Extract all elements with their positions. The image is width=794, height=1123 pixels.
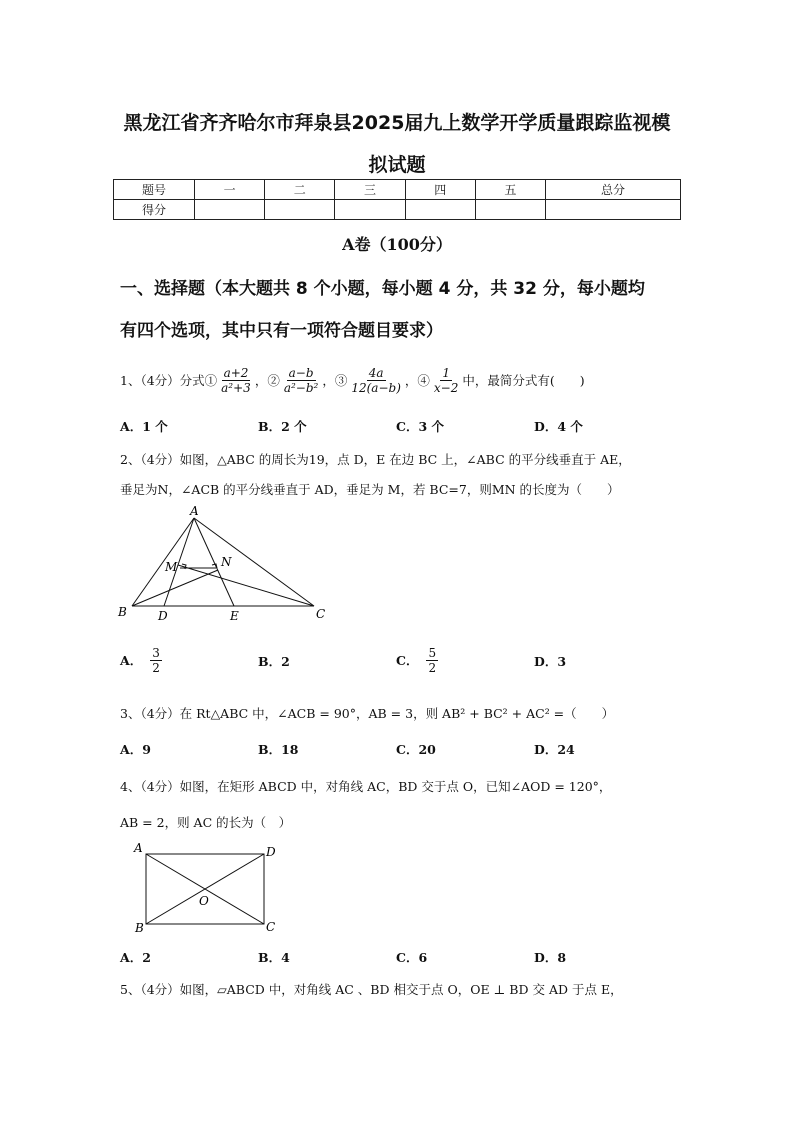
score-table-score-row: [114, 200, 681, 220]
score-header-cell: 三: [335, 180, 405, 200]
q2-label-d: D: [158, 609, 168, 623]
q2-option-c-fraction: [426, 646, 438, 675]
score-cell[interactable]: [335, 200, 405, 220]
score-cell[interactable]: [265, 200, 335, 220]
q4-label-a: A: [134, 841, 143, 855]
q1-fraction-3: [349, 366, 403, 395]
q1-sep3: ，③: [322, 373, 348, 388]
q1-sep4: ，④: [404, 373, 430, 388]
score-header-cell: 一: [195, 180, 265, 200]
q1-sep2: ，②: [254, 373, 280, 388]
q2-option-c-num: 5: [428, 645, 437, 660]
score-header-cell: 四: [405, 180, 475, 200]
q1-f4-num: 1: [442, 365, 450, 380]
q1-option-d[interactable]: D．4 个: [534, 419, 583, 434]
q2-option-c-label: C．: [396, 653, 419, 668]
q2-option-a-label: A．: [120, 653, 143, 668]
q1-f1-den: a²+3: [221, 380, 251, 395]
q1-suffix: 中，最简分式有( ): [462, 373, 585, 388]
score-header-cell: 五: [475, 180, 545, 200]
q2-stem-line2: 垂足为N，∠ACB 的平分线垂直于 AD，垂足为 M，若 BC=7，则MN 的长度为（ ）: [120, 482, 620, 497]
q1-f2-den: a²−b²: [283, 380, 319, 395]
q2-option-a-num: 3: [152, 645, 160, 660]
score-cell[interactable]: [405, 200, 475, 220]
q4-option-a[interactable]: A．2: [120, 950, 151, 965]
q3-option-b[interactable]: B．18: [258, 742, 299, 757]
q2-label-n: N: [221, 555, 232, 569]
score-table: [113, 179, 681, 220]
score-cell[interactable]: [546, 200, 681, 220]
q4-option-b[interactable]: B．4: [258, 950, 290, 965]
q1-f1-num: a+2: [223, 365, 249, 380]
q5-stem-line1: 5、（4分）如图，▱ABCD 中，对角线 AC 、BD 相交于点 O，OE ⊥ BD 交 AD 于点 E，: [120, 982, 623, 997]
score-cell[interactable]: [195, 200, 265, 220]
q2-triangle-diagram: [112, 502, 342, 627]
score-header-cell: 二: [265, 180, 335, 200]
q1-fraction-2: [282, 366, 321, 395]
q2-option-c[interactable]: [396, 640, 440, 680]
q1-f4-den: x−2: [433, 380, 459, 395]
q1-option-a[interactable]: A．1 个: [120, 419, 168, 434]
q2-option-d[interactable]: D．3: [534, 654, 567, 669]
q4-label-c: C: [266, 920, 276, 934]
q3-option-c[interactable]: C．20: [396, 742, 436, 757]
q4-label-o: O: [199, 894, 209, 908]
q2-label-a: A: [190, 504, 199, 518]
q4-rectangle-diagram: [130, 840, 290, 936]
q2-option-b[interactable]: B．2: [258, 654, 290, 669]
score-cell[interactable]: [475, 200, 545, 220]
q4-option-c[interactable]: C．6: [396, 950, 428, 965]
q1-f2-num: a−b: [288, 365, 314, 380]
q2-option-a[interactable]: [120, 640, 164, 680]
q1-fraction-1: [219, 366, 253, 395]
q3-option-a[interactable]: A．9: [120, 742, 151, 757]
q2-option-a-den: 2: [152, 660, 160, 675]
exam-title-line2: 拟试题: [368, 154, 426, 176]
q2-option-c-den: 2: [428, 660, 437, 675]
q4-label-d: D: [266, 845, 276, 859]
score-header-cell: 题号: [114, 180, 195, 200]
q1-f3-num: 4a: [368, 365, 384, 380]
q2-label-e: E: [230, 609, 239, 623]
score-table-header-row: [114, 180, 681, 200]
q1-stem: [120, 360, 585, 400]
q1-option-c[interactable]: C．3 个: [396, 419, 444, 434]
q2-option-a-fraction: [150, 646, 162, 675]
q4-stem-line2: AB = 2，则 AC 的长为（ ）: [120, 815, 292, 830]
q1-prefix: 1、（4分）分式①: [120, 373, 218, 388]
q2-label-m: M: [165, 560, 178, 574]
q2-label-b: B: [118, 605, 127, 619]
score-row-label: 得分: [114, 200, 195, 220]
section1-heading-line2: 有四个选项，其中只有一项符合题目要求）: [120, 321, 443, 341]
q4-label-b: B: [135, 921, 144, 935]
q3-stem: 3、（4分）在 Rt△ABC 中，∠ACB = 90°，AB = 3，则 AB² + BC² + AC² =（ ）: [120, 706, 615, 721]
section-a-heading: A卷（100分）: [342, 235, 452, 254]
q4-option-d[interactable]: D．8: [534, 950, 567, 965]
section1-heading-line1: 一、选择题（本大题共 8 个小题，每小题 4 分，共 32 分，每小题均: [120, 279, 645, 299]
q2-stem-line1: 2、（4分）如图，△ABC 的周长为19，点 D，E 在边 BC 上，∠ABC 的平分线垂直于 AE，: [120, 452, 631, 467]
q1-option-b[interactable]: B．2 个: [258, 419, 307, 434]
q1-fraction-4: [432, 366, 460, 395]
q1-f3-den: 12(a−b): [351, 380, 401, 395]
score-header-cell: 总分: [546, 180, 681, 200]
q3-option-d[interactable]: D．24: [534, 742, 575, 757]
q2-label-c: C: [316, 607, 326, 621]
q4-stem-line1: 4、（4分）如图，在矩形 ABCD 中，对角线 AC，BD 交于点 O，已知∠AOD = 120°，: [120, 779, 612, 794]
exam-title-line1: 黑龙江省齐齐哈尔市拜泉县2025届九上数学开学质量跟踪监视模: [123, 112, 671, 134]
